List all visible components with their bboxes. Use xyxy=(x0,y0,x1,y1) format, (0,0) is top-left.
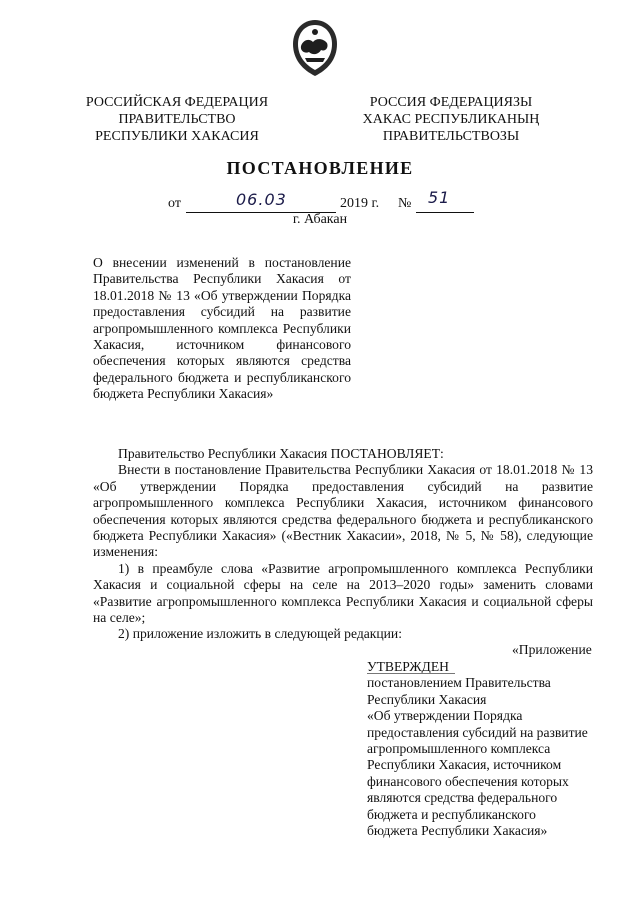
approval-line: являются средства федерального xyxy=(367,790,558,806)
approval-line: Республики Хакасия xyxy=(367,691,487,707)
document-body xyxy=(93,446,593,643)
body-paragraph: 1) в преамбуле слова «Развитие агропромышленного комплекса Республики Хакасия и социальной сферы на селе на 2013–2020 годы» заменить словами «Развитие агропромышленного комплекса Республики Хакасия и социальной сферы на селе»; xyxy=(93,560,593,626)
approval-line: постановлением Правительства xyxy=(367,675,551,691)
body-paragraph: Правительство Республики Хакасия ПОСТАНОВЛЯЕТ: xyxy=(118,446,444,461)
approval-line xyxy=(367,659,597,675)
number-handwritten: 51 xyxy=(428,188,451,207)
date-handwritten: 06.03 xyxy=(236,190,287,209)
document-subject: О внесении изменений в постановление Правительства Республики Хакасия от 18.01.2018 № 13 «Об утверждении Порядка предоставления субсидий на развитие агропромышленного комплекса Республики Хакасия, источником финансового обеспечения которых являются средства федерального бюджета и республиканского бюджета Республики Хакасия» xyxy=(93,255,351,402)
header-kh-line: ПРАВИТЕЛЬСТВОЗЫ xyxy=(382,129,520,144)
header-kh-line: РОССИЯ ФЕДЕРАЦИЯЗЫ xyxy=(369,95,533,110)
approval-line: предоставления субсидий на развитие xyxy=(367,724,588,740)
coat-of-arms-emblem xyxy=(289,18,341,78)
approval-block xyxy=(367,659,597,839)
date-from-label: от xyxy=(168,196,181,211)
header-ru-line: ПРАВИТЕЛЬСТВО xyxy=(118,112,236,127)
header-ru-line: РОССИЙСКАЯ ФЕДЕРАЦИЯ xyxy=(85,95,269,110)
header-ru-block xyxy=(78,94,276,145)
header-kh-block xyxy=(358,94,544,145)
document-title: ПОСТАНОВЛЕНИЕ xyxy=(226,158,414,178)
approval-line: «Об утверждении Порядка xyxy=(367,708,523,724)
date-year: 2019 г. xyxy=(340,196,380,211)
approval-line: бюджета Республики Хакасия» xyxy=(367,823,548,839)
number-label: № xyxy=(398,196,412,211)
body-paragraph: 2) приложение изложить в следующей редакции: xyxy=(118,626,402,642)
header-kh-line: ХАКАС РЕСПУБЛИКАНЫҢ xyxy=(362,112,540,127)
approval-line: финансового обеспечения которых xyxy=(367,773,569,789)
body-paragraph: Внести в постановление Правительства Республики Хакасия от 18.01.2018 № 13 «Об утверждении Порядка предоставления субсидий на развитие агропромышленного комплекса Республики Хакасия, источником финансового обеспечения которых являются средства федерального бюджета и республиканского бюджета Республики Хакасия» («Вестник Хакасии», 2018, № 5, № 58), следующие изменения: xyxy=(93,462,593,560)
approval-line: Республики Хакасия, источником xyxy=(367,757,562,773)
approval-line: бюджета и республиканского xyxy=(367,806,536,822)
city-label: г. Абакан xyxy=(292,212,348,227)
appendix-label: «Приложение xyxy=(512,642,592,657)
approval-line: агропромышленного комплекса xyxy=(367,741,551,757)
approval-heading: УТВЕРЖДЕН xyxy=(367,659,449,674)
header-ru-line: РЕСПУБЛИКИ ХАКАСИЯ xyxy=(95,129,259,144)
